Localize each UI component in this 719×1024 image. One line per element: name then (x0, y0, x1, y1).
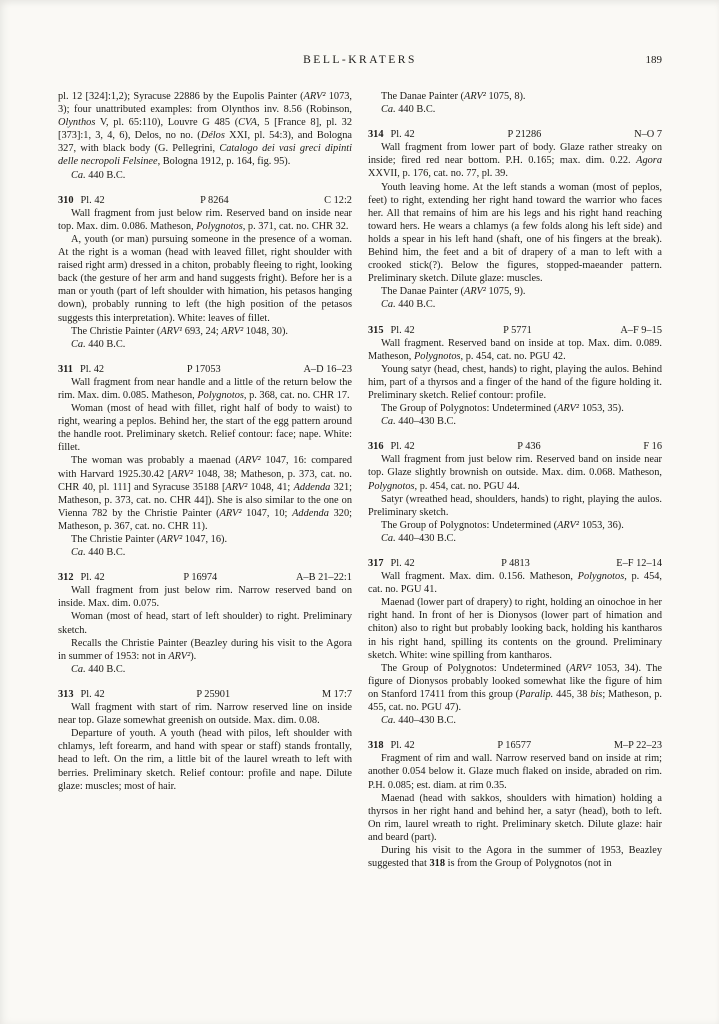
continuation-block (368, 90, 662, 116)
plate-reference: Pl. 42 (80, 194, 105, 206)
paragraph: The Group of Polygnotos: Undetermined (ARV² 1053, 34). The figure of Dionysos probably looked somewhat like the figure of him on Stanford 17411 from this group (Paralip. 445, 38 bis; Matheson, p. 455, cat. no. PGU 47). (368, 662, 662, 714)
entry-head (368, 128, 662, 141)
paragraph: Woman (most of head, start of left shoulder) to right. Preliminary sketch. (58, 611, 352, 636)
plate-reference: Pl. 42 (390, 441, 415, 453)
paragraph: Ca. 440 B.C. (71, 547, 126, 559)
entry-head (58, 194, 352, 207)
inventory-number: P 5771 (503, 324, 532, 336)
inventory-number: P 16974 (183, 572, 218, 584)
grid-reference: C 12:2 (324, 194, 352, 206)
grid-reference: M 17:7 (321, 688, 352, 700)
paragraph: Ca. 440 B.C. (71, 169, 126, 181)
paragraph: Ca. 440 B.C. (71, 338, 126, 350)
entry-number-plate (368, 440, 415, 453)
catalog-entry-317 (368, 557, 662, 727)
paragraph: The woman was probably a maenad (ARV² 1047, 16: compared with Harvard 1925.30.42 [ARV² 1048, 38; Matheson, p. 373, cat. no. CHR 40, pl. 111] and Syracuse 35188 [ARV² 1048, 41; Addenda 321; Matheson, p. 373, cat. no. CHR 44]). She is also similar to the one on Vienna 782 by the Christie Painter (ARV² 1047, 10; Addenda 320; Matheson, p. 367, cat. no. CHR 11). (58, 455, 353, 532)
grid-reference: A–D 16–23 (303, 363, 352, 375)
paragraph: Maenad (head with sakkos, shoulders with himation) holding a thyrsos in her right hand and behind her, a satyr (head), both to left. On rim, laurel wreath to right. Preliminary sketch. Dilute glaze: hair and beard (part). (368, 792, 662, 843)
paragraph: Wall fragment from lower part of body. Glaze rather streaky on inside; fired red near bottom. P.H. 0.165; max. dim. 0.22. Agora XXVII, p. 176, cat. no. 77, pl. 39. (368, 142, 662, 180)
paragraph: Satyr (wreathed head, shoulders, hands) to right, playing the aulos. Preliminary sketch. (368, 493, 662, 518)
inventory-number: P 436 (517, 441, 541, 453)
entry-number-plate (58, 194, 105, 207)
entry-number-plate (58, 363, 104, 376)
paragraph: Ca. 440–430 B.C. (381, 416, 457, 428)
plate-reference: Pl. 42 (80, 688, 105, 700)
inventory-number: P 17053 (186, 363, 221, 375)
entry-number: 317 (368, 558, 384, 569)
catalog-entry-311 (58, 363, 352, 559)
plate-reference: Pl. 42 (390, 740, 415, 752)
paragraph: pl. 12 [324]:1,2); Syracuse 22886 by the Eupolis Painter (ARV² 1073, 3); four unattributed examples: from Olynthos inv. 8.56 (Robinson, Olynthos V, pl. 65:110), Louvre G 485 (CVA, 5 [France 8], pl. 32 [373]:1, 3, 4, 6), Delos, no no. (Délos XXI, pl. 54:3), and Bologna 327, with black body (G. Pellegrini, Catalogo dei vasi greci dipinti delle necropoli Felsinee, Bologna 1912, p. 164, fig. 95). (58, 91, 353, 168)
paragraph: Woman (most of head with fillet, right half of body to waist) to right, wearing a peplos. Behind her, the start of the egg pattern around the handle root. Preliminary sketch. Relief contour: face; nape. White: fillet. (58, 403, 352, 454)
plate-reference: Pl. 42 (390, 129, 415, 141)
catalog-entry-314 (368, 128, 662, 311)
plate-reference: Pl. 42 (79, 363, 105, 375)
entry-number: 314 (368, 129, 384, 141)
inventory-number: P 8264 (200, 194, 229, 206)
paragraph: Ca. 440–430 B.C. (381, 532, 457, 544)
paragraph: Fragment of rim and wall. Narrow reserved band on inside at rim; another 0.054 below it. Glaze much flaked on inside, abraded on rim. P.H. 0.085; est. diam. at rim 0.35. (368, 753, 662, 791)
paragraph: Wall fragment. Reserved band on inside at top. Max. dim. 0.089. Matheson, Polygnotos, p. 454, cat. no. PGU 42. (368, 337, 662, 362)
inventory-number: P 21286 (507, 129, 542, 141)
grid-reference: A–B 21–22:1 (295, 572, 352, 584)
entry-number: 316 (368, 441, 384, 453)
entry-head (58, 363, 352, 376)
paragraph: Youth leaving home. At the left stands a woman (most of peplos, feet) to right, extending her right hand toward the warrior who faces her. All that remains of him are his legs and his right hand reaching toward hers. He wears a chlamys (a few folds along his left side) and holds a spear in his left hand (shaft, one of his fingers at the break). Behind him, the feet and a bit of drapery of a man to left with a crooked stick(?). Below the figures, stopped-maeander pattern. Preliminary sketch. Dilute glaze: muscles. (368, 181, 662, 285)
text-columns (58, 90, 662, 870)
paragraph: During his visit to the Agora in the summer of 1953, Beazley suggested that 318 is from the Group of Polygnotos (not in (368, 844, 662, 870)
entry-number: 312 (58, 572, 74, 584)
paragraph: A, youth (or man) pursuing someone in the presence of a woman. At the right is a woman (head with leaved fillet, right shoulder with raised right arm) dressed in a chiton, probably fleeing to right, looking back (the gesture of her arm and hand suggests fright). Before her is a man or youth (part of left shoulder with himation, his petasos hanging down), probably running to left (the high position of the petasos suggests this interpretation). White: leaves of fillet. (58, 233, 352, 324)
entry-number-plate (368, 324, 415, 337)
paragraph: Young satyr (head, chest, hands) to right, playing the aulos. Behind him, part of a thyrsos and a finger of the hand of the figure holding it. Preliminary sketch. Relief contour: profile. (368, 363, 662, 401)
paragraph: Wall fragment from just below rim. Reserved band on inside near top. Max. dim. 0.086. Matheson, Polygnotos, p. 371, cat. no. CHR 32. (58, 207, 352, 232)
entry-head (368, 739, 662, 752)
paragraph: The Group of Polygnotos: Undetermined (ARV² 1053, 35). (381, 403, 624, 415)
plate-reference: Pl. 42 (80, 572, 105, 584)
paragraph: Wall fragment from just below rim. Narrow reserved band on inside. Max. dim. 0.075. (58, 585, 352, 610)
paragraph: The Danae Painter (ARV² 1075, 9). (381, 286, 526, 298)
catalog-entry-318 (368, 739, 662, 870)
entry-number: 311 (58, 363, 73, 375)
continuation-block (58, 90, 352, 182)
grid-reference: A–F 9–15 (620, 324, 662, 336)
paragraph: Departure of youth. A youth (head with pilos, left shoulder with chlamys, left forearm, and hand with spear or staff) stands frontally, head to left. On the rim, a little bit of the laurel wreath to left with berries. Preliminary sketch. Relief contour: profile and nape. Dilute glaze: muscles; most of hair. (58, 728, 352, 792)
entry-number-plate (368, 128, 415, 141)
grid-reference: E–F 12–14 (616, 558, 662, 569)
entry-number-plate (368, 739, 415, 752)
inventory-number: P 16577 (497, 740, 532, 752)
paragraph: The Danae Painter (ARV² 1075, 8). (381, 91, 526, 102)
plate-reference: Pl. 42 (390, 324, 415, 336)
grid-reference: F 16 (643, 441, 662, 453)
entry-head (368, 324, 662, 337)
grid-reference: N–O 7 (634, 129, 662, 141)
paragraph: Ca. 440–430 B.C. (381, 715, 457, 727)
paragraph: Ca. 440 B.C. (381, 299, 436, 311)
entry-number-plate (58, 688, 105, 701)
left-column (58, 90, 352, 870)
inventory-number: P 25901 (196, 688, 231, 700)
entry-head (368, 440, 662, 453)
paragraph: Wall fragment with start of rim. Narrow reserved line on inside near top. Glaze somewhat greenish on outside. Max. dim. 0.08. (58, 702, 352, 727)
entry-head (58, 688, 352, 701)
paragraph: Wall fragment from near handle and a little of the return below the rim. Max. dim. 0.085. Matheson, Polygnotos, p. 368, cat. no. CHR 17. (58, 376, 352, 401)
paragraph: Recalls the Christie Painter (Beazley during his visit to the Agora in summer of 1953: not in ARV²). (58, 637, 352, 662)
page-header (58, 54, 662, 66)
page-number: 189 (645, 54, 662, 66)
catalog-entry-315 (368, 324, 662, 429)
entry-number-plate (58, 571, 105, 584)
paragraph: The Group of Polygnotos: Undetermined (ARV² 1053, 36). (381, 519, 624, 531)
paragraph: The Christie Painter (ARV² 1047, 16). (71, 534, 228, 545)
grid-reference: M–P 22–23 (613, 740, 662, 752)
paragraph: The Christie Painter (ARV¹ 693, 24; ARV² 1048, 30). (71, 325, 288, 337)
running-title: BELL-KRATERS (303, 54, 417, 66)
entry-head (58, 571, 352, 584)
paragraph: Wall fragment. Max. dim. 0.156. Matheson, Polygnotos, p. 454, cat. no. PGU 41. (368, 571, 662, 596)
inventory-number: P 4813 (501, 558, 530, 569)
paragraph: Maenad (lower part of drapery) to right, holding an oinochoe in her right hand. In front of her is Dionysos (lower part of himation and chiton) also to right but probably looking back, holding his kantharos in his right hand, spilling its contents on the ground. Preliminary sketch. White: wine spilling from kantharos. (368, 597, 662, 661)
entry-number: 310 (58, 194, 74, 206)
entry-number: 313 (58, 688, 74, 700)
plate-reference: Pl. 42 (390, 558, 415, 569)
catalog-entry-313 (58, 688, 352, 793)
paragraph: Wall fragment from just below rim. Reserved band on inside near top. Glaze slightly brownish on outside. Max. dim. 0.068. Matheson, Polygnotos, p. 454, cat. no. PGU 44. (368, 454, 662, 492)
catalog-entry-316 (368, 440, 662, 545)
paragraph: Ca. 440 B.C. (71, 663, 126, 675)
catalog-entry-312 (58, 571, 352, 676)
entry-number: 315 (368, 324, 384, 336)
entry-number: 318 (368, 740, 384, 752)
paragraph: Ca. 440 B.C. (381, 104, 436, 116)
catalog-entry-310 (58, 194, 352, 351)
entry-head (368, 557, 662, 570)
entry-number-plate (368, 557, 415, 570)
right-column (368, 90, 662, 870)
